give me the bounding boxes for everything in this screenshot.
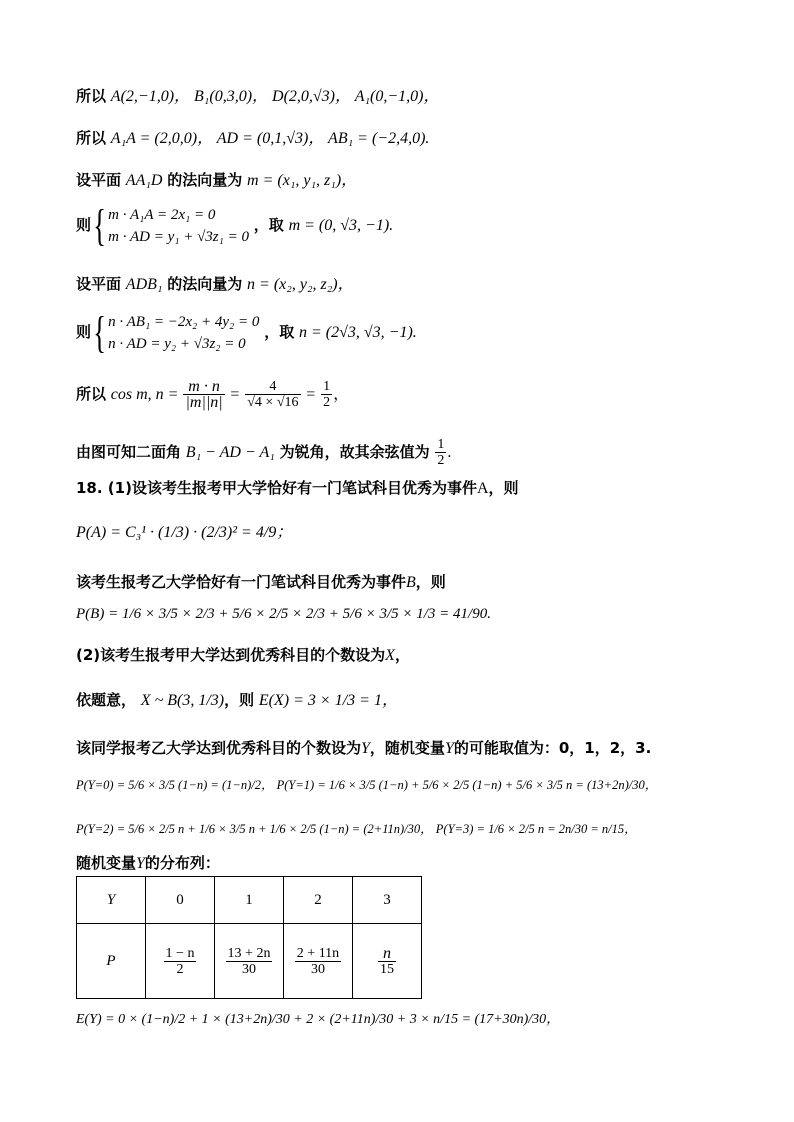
table-header-cell: 1 [215,877,284,924]
label: 该同学报考乙大学达到优秀科目的个数设为 [76,739,362,757]
line-py0-py1 [76,774,657,795]
label: 所以 [76,385,107,403]
question-18-part2 [76,645,410,666]
math-expression: E(X) = 3 × 1/3 = 1， [258,692,398,709]
label-text: ，则 [488,479,519,497]
label: 由图可知二面角 [76,443,182,461]
math-expression: cos m, n = [110,386,183,403]
math-expression: m = (0, √3, −1). [288,217,394,234]
math-expression: E(Y) = 0 × (1−n)/2 + 1 × (13+2n)/30 + 2 × (2+11n)/30 + 3 × n/15 = (17+30n)/30， [76,1012,561,1027]
plane-name: AA₁D [125,172,163,189]
line-prob-b [76,603,491,624]
equation: n · AB₁ = −2x₂ + 4y₂ = 0 [108,313,260,330]
label: 则 [76,216,92,234]
equation: m · AD = y₁ + √3z₁ = 0 [108,228,249,245]
line-coords [76,86,440,107]
label-text: 的可能取值为：0，1，2，3. [453,739,652,757]
math-expression: n = (2√3, √3, −1). [298,324,417,341]
line-binomial [76,690,398,711]
math-expression: B₁ − AD − A₁ [185,444,275,461]
label-text: ，取 [264,323,295,341]
line-expectation-y [76,1008,560,1030]
math-expression: P(B) = 1/6 × 3/5 × 2/3 + 5/6 × 2/5 × 2/3 + 5/6 × 3/5 × 1/3 = 41/90. [76,606,491,622]
variable: Y [361,740,370,757]
label: 所以 [76,129,107,147]
question-18-part1 [76,478,519,499]
line-plane-aa1d [76,170,357,191]
math-expression: P(Y=0) = 5/6 × 3/5 (1−n) = (1−n)/2， P(Y=1) = 1/6 × 3/5 (1−n) + 5/6 × 2/5 (1−n) + 5/6 × 3/5 n = (13+2n)/30， [76,778,658,792]
math-expression: X ~ B(3, 1/3) [140,692,225,709]
line-prob-a [76,522,292,543]
fraction: $\frac{4}{√4 \times √16}$ [247,379,299,410]
label: 随机变量 [76,854,137,872]
equation-system [108,311,259,355]
table-row-label: P [77,924,146,999]
table-header-cell: Y [77,877,146,924]
math-expression: P(A) = C₃¹ · (1/3) · (2/3)² = 4/9； [76,524,293,541]
label-text: ，随机变量 [369,739,445,757]
label: 该考生报考乙大学恰好有一门笔试科目优秀为事件 [76,573,407,591]
event-name: B [406,574,416,591]
event-name: A [476,480,489,497]
line-dihedral: 由图可知二面角 B₁ − AD − A₁ 为锐角，故其余弦值为 $\frac{1}{2}$ . [76,437,452,468]
label: 则 [76,323,92,341]
distribution-table [76,876,422,999]
label: 依题意， [76,691,137,709]
math-expression: P(Y=2) = 5/6 × 2/5 n + 1/6 × 3/5 n + 1/6 × 2/5 (1−n) = (2+11n)/30， P(Y=3) = 1/6 × 2/5 n = 2n/30 = n/15， [76,822,637,836]
table-cell: $\frac{n}{15}$ [353,924,422,999]
math-expression: n = (x₂, y₂, z₂)， [247,276,354,293]
line-system-n [76,307,417,357]
variable: Y [444,740,454,757]
line-vectors [76,128,429,149]
equation-system [108,204,249,248]
label: 所以 [76,87,107,105]
label-text: 的分布列： [144,854,220,872]
line-plane-adb1 [76,274,354,295]
fraction: $\frac{1}{2}$ [323,379,331,410]
label-text: ，取 [253,216,284,234]
equation: n · AD = y₂ + √3z₂ = 0 [108,335,246,352]
table-cell: $\frac{1 - n}{2}$ [146,924,215,999]
label-text: 为锐角，故其余弦值为 [279,443,430,461]
fraction: $\frac{1}{2}$ [437,437,445,468]
line-cosine: 所以 cos m, n = $\frac{m \cdot n}{|m||n|}$ = $\frac{4}{√4 \times √16}$ = $\frac{1}{2}$ ， [76,378,350,411]
math-expression: m = (x₁, y₁, z₁)， [247,172,358,189]
fraction: $\frac{m \cdot n}{|m||n|}$ [185,378,223,411]
question-text: 18. (1)设该考生报考甲大学恰好有一门笔试科目优秀为事件 [76,479,477,497]
label-text: ，则 [415,573,446,591]
table-cell: $\frac{2 + 11n}{30}$ [284,924,353,999]
label-text: ，则 [224,691,255,709]
variable: Y [136,855,145,872]
table-header-cell: 2 [284,877,353,924]
label: 设平面 [76,275,122,293]
line-variable-y [76,738,651,759]
brace-symbol: { [93,307,106,357]
label-text: ， [394,646,410,664]
variable: X [385,647,395,664]
line-event-b [76,572,446,593]
table-header-cell: 0 [146,877,215,924]
brace-symbol: { [93,200,106,250]
table-row [77,924,422,999]
math-expression: A₁A = (2,0,0)， AD = (0,1,√3)， AB₁ = (−2,4,0). [110,130,430,147]
line-py2-py3 [76,818,637,839]
label: (2)该考生报考甲大学达到优秀科目的个数设为 [76,646,386,664]
label-text: 的法向量为 [167,171,243,189]
line-system-m [76,200,394,250]
label: 设平面 [76,171,122,189]
label-text: 的法向量为 [167,275,243,293]
table-header-cell: 3 [353,877,422,924]
table-row [77,877,422,924]
plane-name: ADB₁ [125,276,163,293]
equation: m · A₁A = 2x₁ = 0 [108,206,216,223]
table-cell: $\frac{13 + 2n}{30}$ [215,924,284,999]
line-distribution-title [76,853,220,874]
math-expression: A(2,−1,0)， B₁(0,3,0)， D(2,0,√3)， A₁(0,−1,0)， [110,88,440,105]
